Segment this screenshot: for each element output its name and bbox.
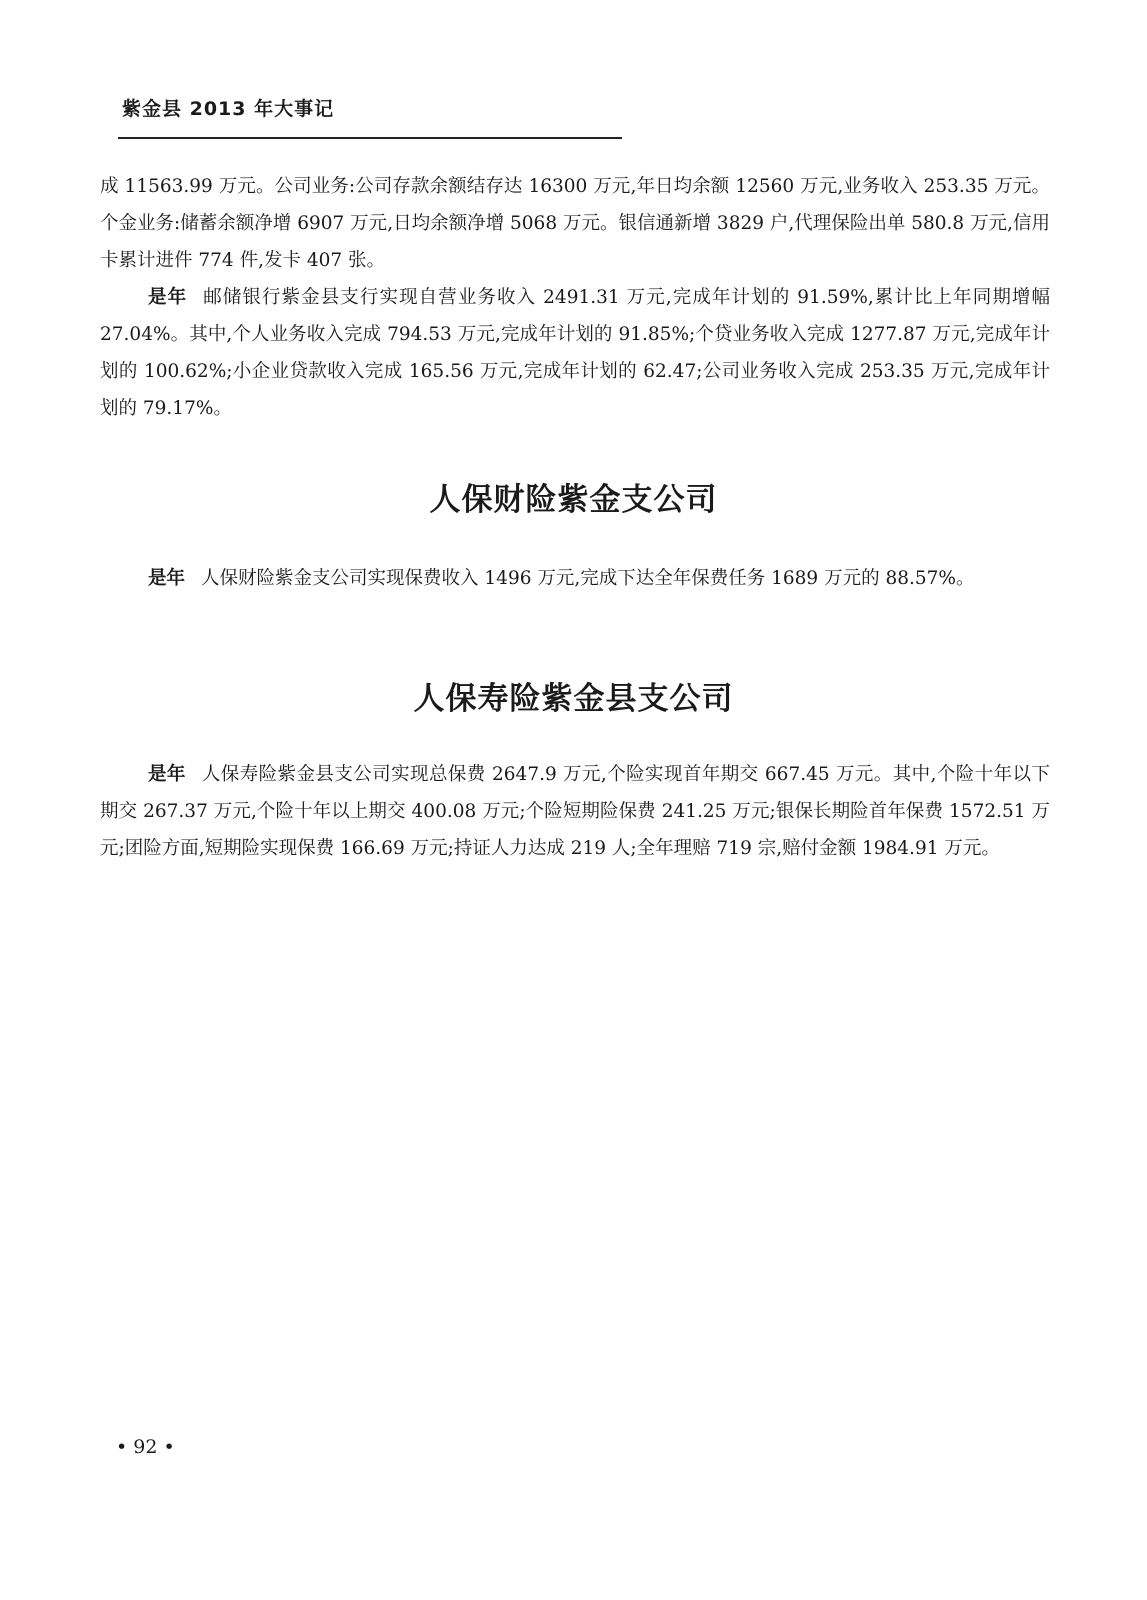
section-title-property-insurance: 人保财险紫金支公司 bbox=[429, 482, 718, 518]
property-insurance-text-block bbox=[100, 560, 1050, 597]
postal-bank-text-block bbox=[100, 168, 1050, 427]
property-insurance-paragraph-text: 人保财险紫金支公司实现保费收入 1496 万元,完成下达全年保费任务 1689 万元的 88.57%。 bbox=[201, 568, 975, 589]
continued-paragraph: 成 11563.99 万元。公司业务:公司存款余额结存达 16300 万元,年日均余额 12560 万元,业务收入 253.35 万元。个金业务:储蓄余额净增 6907 万元,日均余额净增 5068 万元。银信通新增 3829 户,代理保险出单 580.8 万元,信用卡累计进件 774 件,发卡 407 张。 bbox=[100, 176, 1050, 271]
running-header: 紫金县 2013 年大事记 bbox=[122, 98, 335, 120]
life-insurance-paragraph bbox=[100, 756, 1050, 867]
postal-bank-paragraph bbox=[100, 279, 1050, 427]
life-insurance-text-block bbox=[100, 756, 1050, 867]
page-number: • 92 • bbox=[116, 1436, 175, 1458]
header-rule bbox=[118, 137, 622, 139]
year-lead-label: 是年 bbox=[148, 287, 188, 308]
section-title-life-insurance: 人保寿险紫金县支公司 bbox=[413, 681, 734, 717]
property-insurance-paragraph bbox=[100, 560, 1050, 597]
postal-bank-paragraph-text: 邮储银行紫金县支行实现自营业务收入 2491.31 万元,完成年计划的 91.59%,累计比上年同期增幅 27.04%。其中,个人业务收入完成 794.53 万元,完成年计划的 91.85%;个贷业务收入完成 1277.87 万元,完成年计划的 100.62%;小企业贷款收入完成 165.56 万元,完成年计划的 62.47;公司业务收入完成 253.35 万元,完成年计划的 79.17%。 bbox=[100, 287, 1050, 419]
life-insurance-paragraph-text: 人保寿险紫金县支公司实现总保费 2647.9 万元,个险实现首年期交 667.45 万元。其中,个险十年以下期交 267.37 万元,个险十年以上期交 400.08 万元;个险短期险保费 241.25 万元;银保长期险首年保费 1572.51 万元;团险方面,短期险实现保费 166.69 万元;持证人力达成 219 人;全年理赔 719 宗,赔付金额 1984.91 万元。 bbox=[100, 764, 1050, 859]
year-lead-label: 是年 bbox=[148, 568, 186, 589]
year-lead-label: 是年 bbox=[148, 764, 186, 785]
